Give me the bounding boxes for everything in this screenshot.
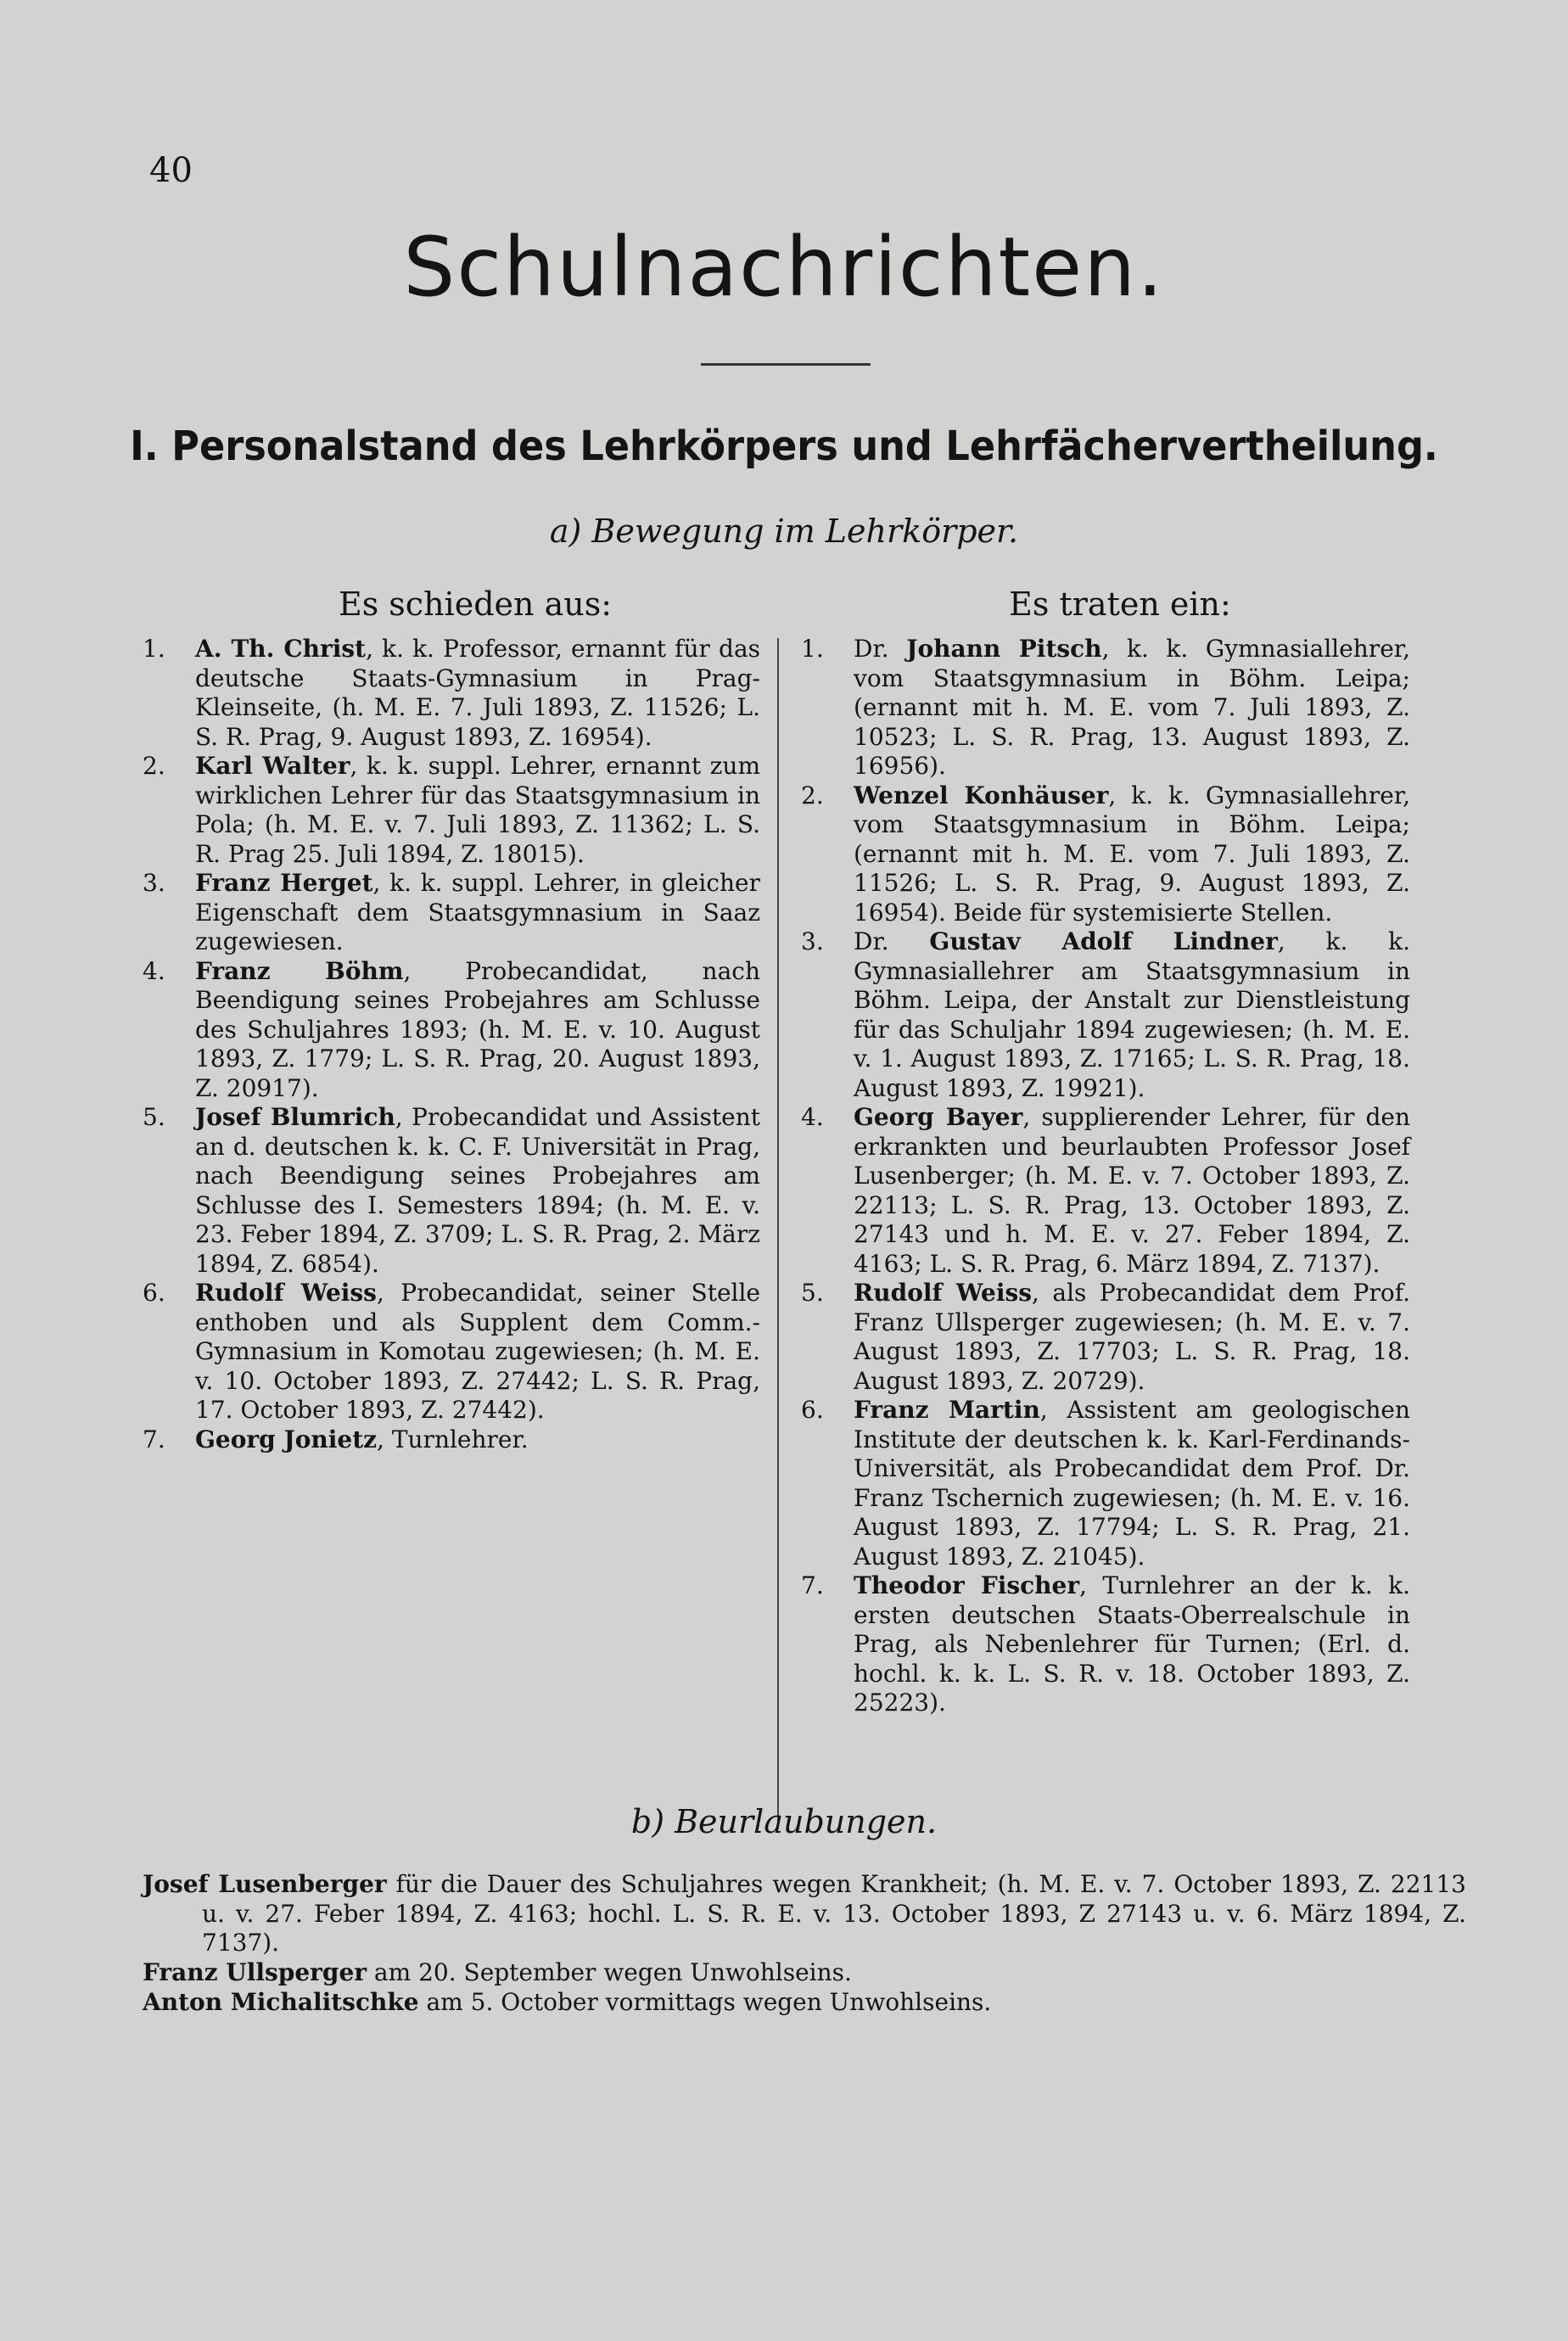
entry-name: Johann Pitsch [906,635,1102,663]
left-entry [143,1103,760,1279]
entry-number: 2. [801,781,824,809]
title-rule [701,363,871,366]
subsection-a-heading: a) Bewegung im Lehrkörper. [549,512,1019,550]
entry-text: , k. k. Professor, ernannt für das deutsche Staats-Gymnasium in Prag-Kleinseite, (h. M. E. 7. Juli 1893, Z. 11526; L. S. R. Prag, 9. August 1893, Z. 16954). [195,635,761,751]
leave-entry [143,1870,1466,1958]
left-entry [143,957,760,1104]
entry-number: 4. [143,956,165,985]
entry-text: , Probecandidat und Assistent an d. deutschen k. k. C. F. Universität in Prag, nach Beendigung seines Probejahres am Schlusse des I. Semesters 1894; (h. M. E. v. 23. Feber 1894, Z. 3709; L. S. R. Prag, 2. März 1894, Z. 6854). [195,1103,760,1278]
leave-name: Franz Ullsperger [143,1958,367,1986]
entry-name: Georg Jonietz [195,1425,378,1453]
entry-name: Rudolf Weiss [854,1279,1033,1307]
entry-number: 5. [801,1279,824,1307]
leave-name: Josef Lusenberger [143,1870,387,1898]
entry-text: , k. k. Gymnasiallehrer, vom Staatsgymnasium in Böhm. Leipa; (ernannt mit h. M. E. vom 7. Juli 1893, Z. 10523; L. S. R. Prag, 13. August 1893, Z. 16956). [854,635,1411,780]
entry-name: Josef Blumrich [195,1103,395,1131]
subsection-b-heading: b) Beurlaubungen. [630,1803,938,1840]
left-entry [143,752,760,869]
left-entry [143,1425,760,1455]
entry-number: 7. [143,1425,165,1453]
entry-name: A. Th. Christ [195,635,367,663]
entry-number: 3. [801,927,824,955]
leave-entry [143,1988,1407,2018]
leave-entry [143,1958,1407,1988]
right-entry [801,927,1410,1103]
right-column-heading: Es traten ein: [1009,585,1231,623]
entry-prefix: Dr. [854,927,930,955]
page-number: 40 [149,151,193,190]
entry-text: , k. k. Gymnasiallehrer, vom Staatsgymnasium in Böhm. Leipa; (ernannt mit h. M. E. vom 7. Juli 1893, Z. 11526; L. S. R. Prag, 9. August 1893, Z. 16954). Beide für systemisierte Stellen. [854,781,1410,927]
entry-name: Franz Martin [854,1396,1040,1424]
right-entry [801,1103,1410,1279]
entry-number: 1. [801,635,824,663]
leave-text: am 5. October vormittags wegen Unwohlseins. [418,1988,992,2016]
entry-text: , k. k. Gymnasiallehrer am Staatsgymnasium in Böhm. Leipa, der Anstalt zur Dienstleistung für das Schuljahr 1894 zugewiesen; (h. M. E. v. 1. August 1893, Z. 17165; L. S. R. Prag, 18. August 1893, Z. 19921). [854,927,1411,1102]
leave-text: für die Dauer des Schuljahres wegen Krankheit; (h. M. E. v. 7. October 1893, Z. 22113 u. v. 27. Feber 1894, Z. 4163; hochl. L. S. R. E. v. 13. October 1893, Z 27143 u. v. 6. März 1894, Z. 7137). [202,1870,1466,1957]
left-column-heading: Es schieden aus: [338,585,613,623]
entry-text: , supplierender Lehrer, für den erkrankten und beurlaubten Professor Josef Lusenberger; (h. M. E. v. 7. October 1893, Z. 22113; L. S. R. Prag, 13. October 1893, Z. 27143 und h. M. E. v. 27. Feber 1894, Z. 4163; L. S. R. Prag, 6. März 1894, Z. 7137). [854,1103,1410,1278]
page-title: Schulnachrichten. [403,220,1165,315]
entry-number: 3. [143,869,165,897]
right-column [801,635,1410,1718]
entry-text: , Turnlehrer. [377,1425,529,1453]
entry-text: , Assistent am geologischen Institute der deutschen k. k. Karl-Ferdinands-Universität, als Probecandidat dem Prof. Dr. Franz Tschernich zugewiesen; (h. M. E. v. 16. August 1893, Z. 17794; L. S. R. Prag, 21. August 1893, Z. 21045). [854,1396,1411,1571]
entry-text: , Probecandidat, seiner Stelle enthoben und als Supplent dem Comm.-Gymnasium in Komotau zugewiesen; (h. M. E. v. 10. October 1893, Z. 27442; L. S. R. Prag, 17. October 1893, Z. 27442). [195,1279,760,1424]
right-entry [801,1279,1410,1396]
entry-number: 6. [143,1279,165,1307]
entry-name: Franz Böhm [195,956,404,985]
right-entry [801,1396,1410,1571]
left-column [143,635,760,1454]
right-entry [801,781,1410,928]
entry-name: Gustav Adolf Lindner [929,927,1278,955]
section-heading: I. Personalstand des Lehrkörpers und Lehrfächervertheilung. [130,423,1438,470]
entry-name: Franz Herget [195,869,373,897]
entry-name: Wenzel Konhäuser [854,781,1109,809]
entry-prefix: Dr. [854,635,907,663]
entry-number: 1. [143,635,165,663]
entry-text: , als Probecandidat dem Prof. Franz Ullsperger zugewiesen; (h. M. E. v. 7. August 1893, Z. 17703; L. S. R. Prag, 18. August 1893, Z. 20729). [854,1279,1410,1395]
entry-text: , Turnlehrer an der k. k. ersten deutschen Staats-Oberrealschule in Prag, als Nebenlehrer für Turnen; (Erl. d. hochl. k. k. L. S. R. v. 18. October 1893, Z. 25223). [854,1571,1410,1717]
entry-text: , Probecandidat, nach Beendigung seines Probejahres am Schlusse des Schuljahres 1893; (h. M. E. v. 10. August 1893, Z. 1779; L. S. R. Prag, 20. August 1893, Z. 20917). [195,956,760,1102]
leave-name: Anton Michalitschke [143,1988,419,2016]
entry-name: Rudolf Weiss [195,1279,377,1307]
entry-number: 6. [801,1396,824,1424]
entry-number: 7. [801,1571,824,1599]
entry-name: Theodor Fischer [854,1571,1080,1599]
right-entry [801,1571,1410,1718]
entry-number: 4. [801,1103,824,1131]
leave-text: am 20. September wegen Unwohlseins. [367,1958,852,1986]
entry-text: , k. k. suppl. Lehrer, in gleicher Eigenschaft dem Staatsgymnasium in Saaz zugewiesen. [195,869,760,955]
left-entry [143,869,760,957]
entry-name: Georg Bayer [854,1103,1023,1131]
entry-number: 5. [143,1103,165,1131]
right-entry [801,635,1410,781]
entry-text: , k. k. suppl. Lehrer, ernannt zum wirklichen Lehrer für das Staatsgymnasium in Pola; (h. M. E. v. 7. Juli 1893, Z. 11362; L. S. R. Prag 25. Juli 1894, Z. 18015). [195,752,760,868]
left-entry [143,635,760,752]
entry-number: 2. [143,752,165,780]
entry-name: Karl Walter [195,752,350,780]
left-entry [143,1279,760,1425]
column-divider [777,638,779,1826]
